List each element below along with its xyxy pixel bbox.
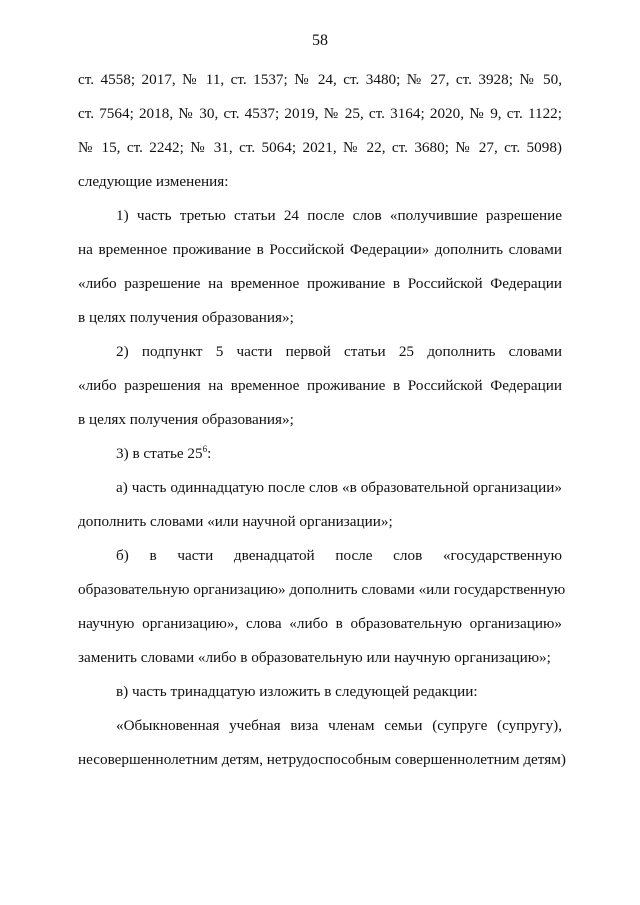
text-line: ст. 4558; 2017, № 11, ст. 1537; № 24, ст. 3480; № 27, ст. 3928; № 50, — [78, 71, 562, 88]
paragraph-item-3-colon: : — [207, 445, 212, 462]
paragraph-item-3-line — [78, 437, 562, 471]
paragraph-item-2-line: 2) подпункт 5 части первой статьи 25 дополнить словами — [116, 343, 562, 360]
subitem-a-line: дополнить словами «или научной организации»; — [78, 513, 393, 530]
quote-line: несовершеннолетним детям, нетрудоспособным совершеннолетним детям) — [78, 751, 566, 768]
paragraph-item-3-text: 3) в статье 25 — [116, 445, 203, 462]
superscript-number: 6 — [202, 443, 208, 454]
text-line: № 15, ст. 2242; № 31, ст. 5064; 2021, № 22, ст. 3680; № 27, ст. 5098) — [78, 139, 562, 156]
subitem-b-line: научную организацию», слова «либо в образовательную организацию» — [78, 615, 562, 632]
subitem-b-line: б) в части двенадцатой после слов «государственную — [116, 547, 562, 564]
paragraph-item-1-line: на временное проживание в Российской Федерации» дополнить словами — [78, 241, 562, 258]
text-line: ст. 7564; 2018, № 30, ст. 4537; 2019, № 25, ст. 3164; 2020, № 9, ст. 1122; — [78, 105, 562, 122]
page-number: 58 — [312, 32, 328, 49]
paragraph-item-2-line: «либо разрешения на временное проживание в Российской Федерации — [78, 377, 562, 394]
quote-line: «Обыкновенная учебная виза членам семьи (супруге (супругу), — [116, 717, 562, 734]
paragraph-item-2-line: в целях получения образования»; — [78, 411, 294, 428]
subitem-c-line: в) часть тринадцатую изложить в следующей редакции: — [116, 683, 478, 700]
subitem-b-line: образовательную организацию» дополнить словами «или государственную — [78, 581, 566, 598]
text-line: следующие изменения: — [78, 173, 229, 190]
subitem-a-line: а) часть одиннадцатую после слов «в образовательной организации» — [116, 479, 562, 496]
paragraph-item-1-line: «либо разрешение на временное проживание в Российской Федерации — [78, 275, 562, 292]
paragraph-item-1-line: 1) часть третью статьи 24 после слов «получившие разрешение — [116, 207, 562, 224]
subitem-b-line: заменить словами «либо в образовательную или научную организацию»; — [78, 649, 551, 666]
paragraph-item-1-line: в целях получения образования»; — [78, 309, 294, 326]
document-body — [78, 63, 566, 777]
